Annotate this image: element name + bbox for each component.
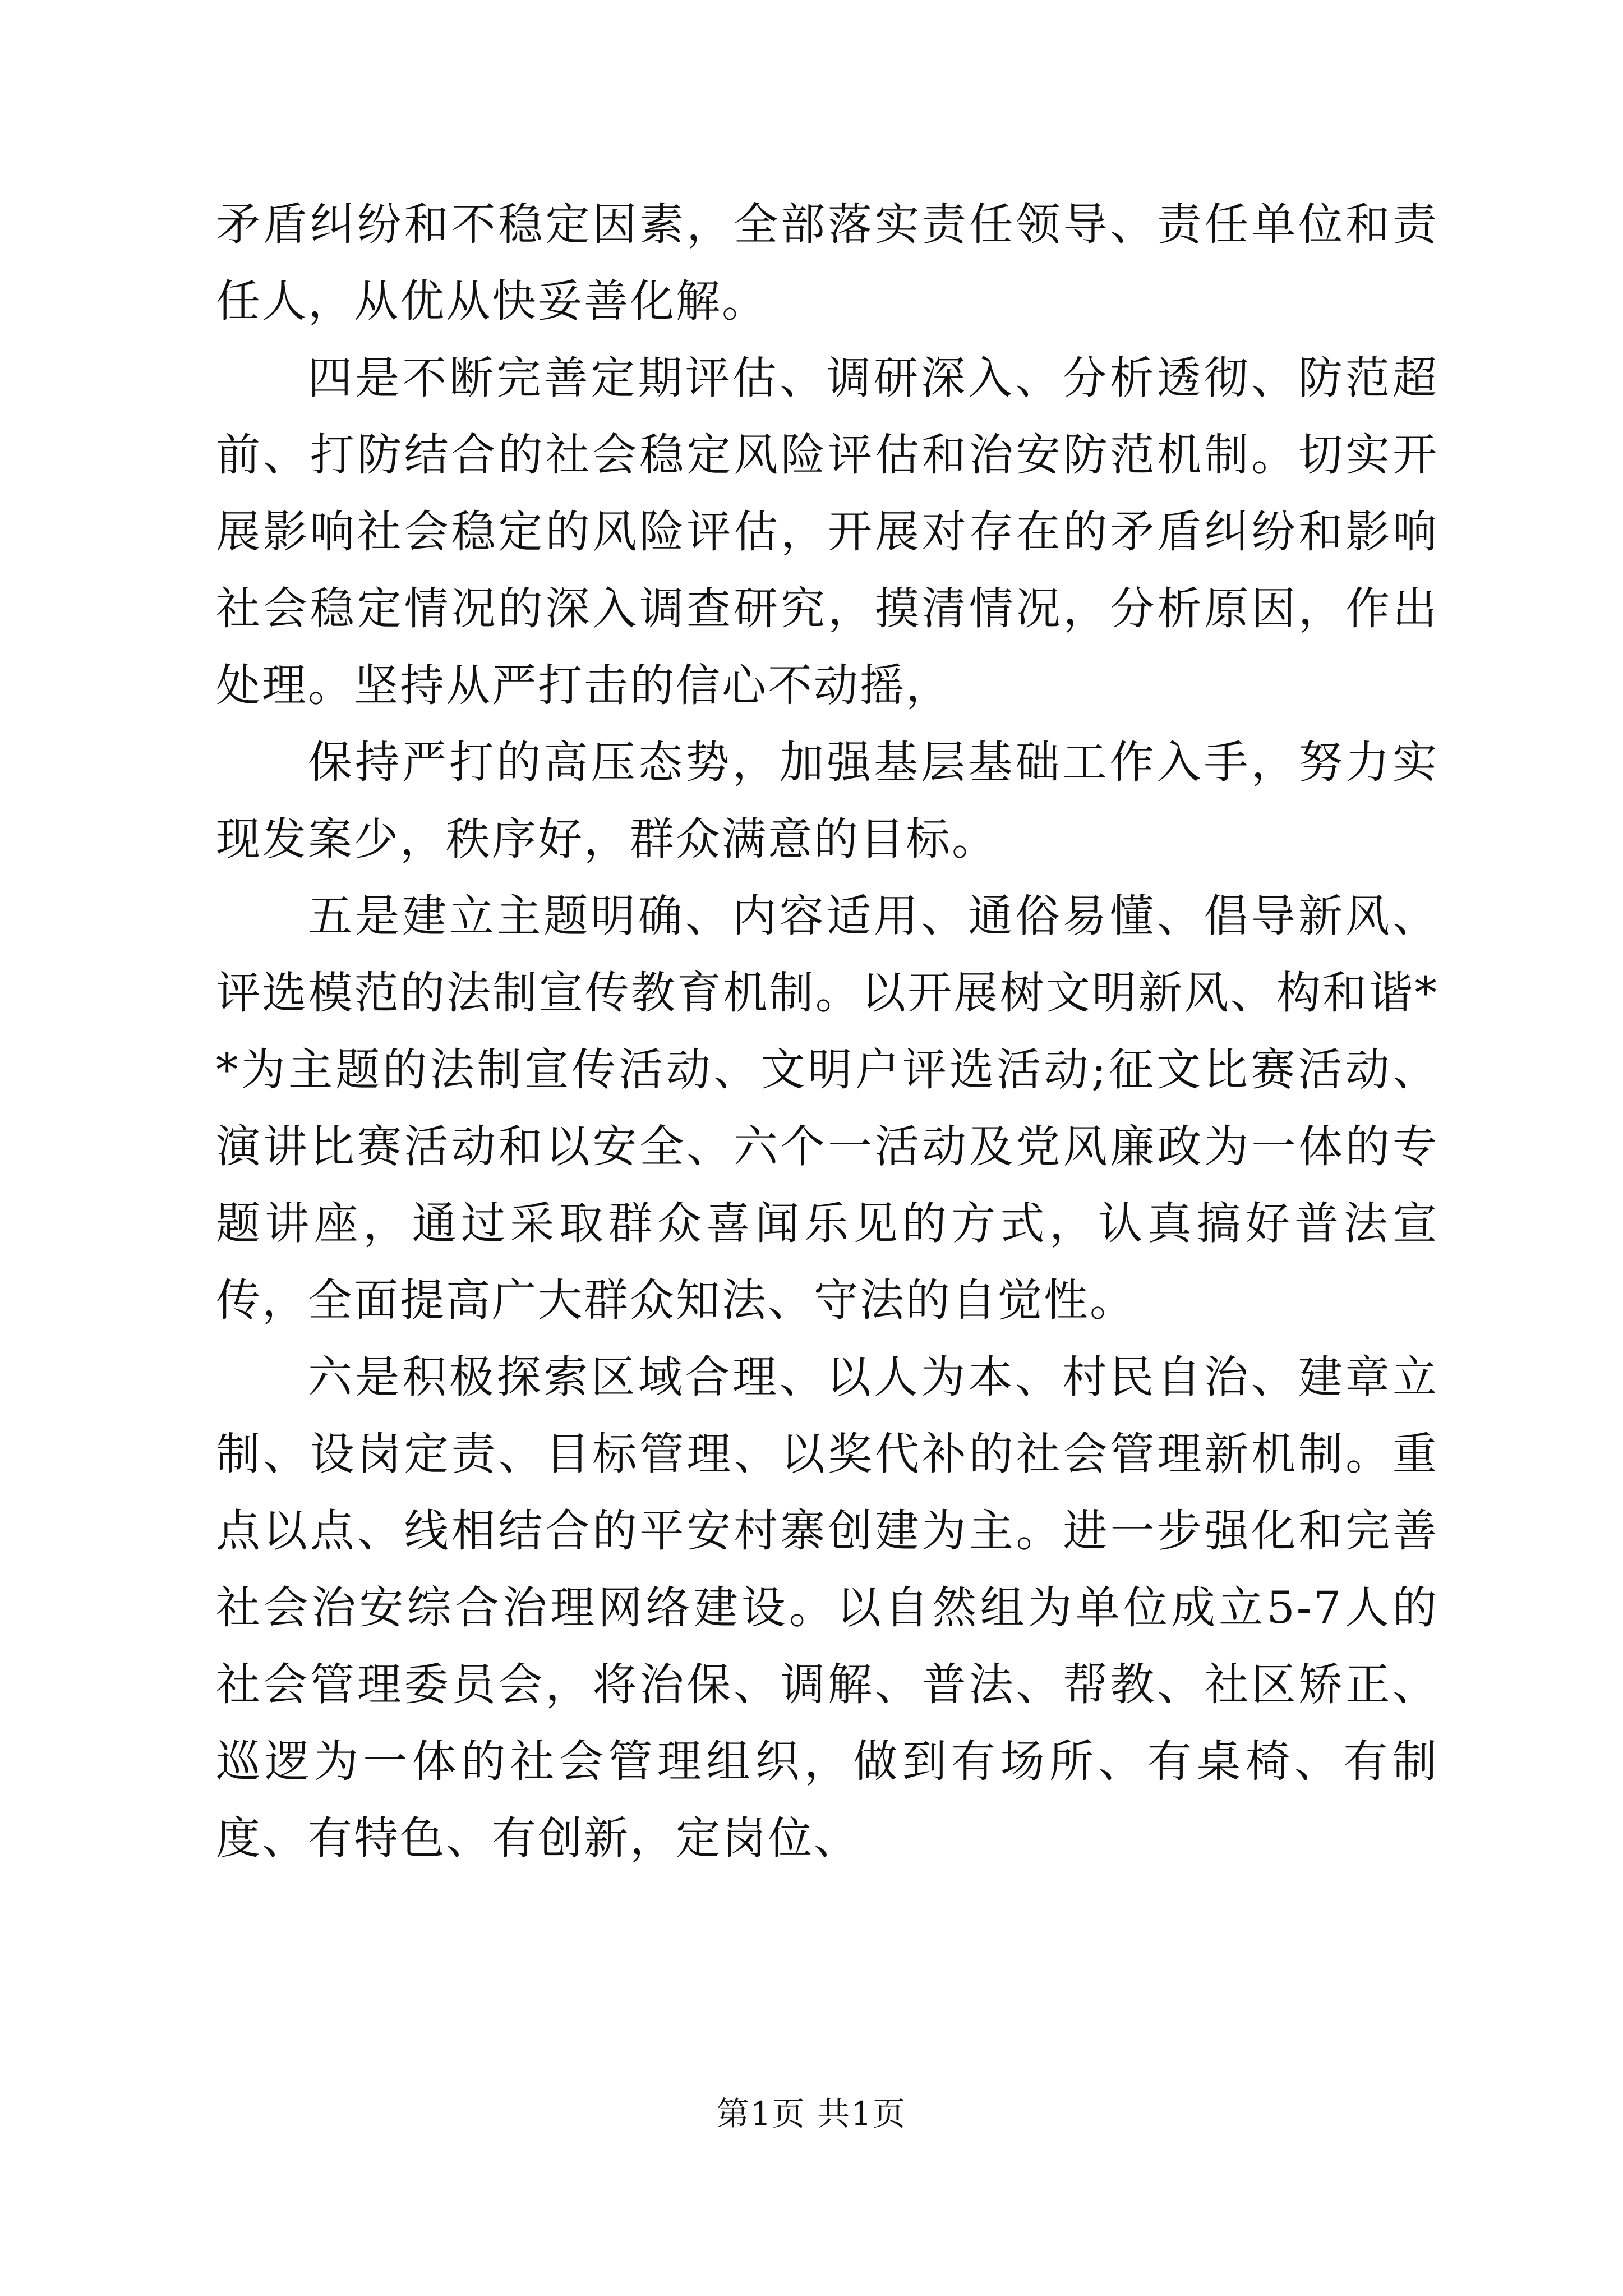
document-body bbox=[216, 186, 1438, 1877]
page-footer: 第1页 共1页 bbox=[716, 2095, 907, 2133]
paragraph-5: 六是积极探索区域合理、以人为本、村民自治、建章立制、设岗定责、目标管理、以奖代补的社会管理新机制。重点以点、线相结合的平安村寨创建为主。进一步强化和完善社会治安综合治理网络建设。以自然组为单位成立5-7人的社会管理委员会，将治保、调解、普法、帮教、社区矫正、巡逻为一体的社会管理组织，做到有场所、有桌椅、有制度、有特色、有创新，定岗位、 bbox=[216, 1351, 1438, 1864]
paragraph-2: 四是不断完善定期评估、调研深入、分析透彻、防范超前、打防结合的社会稳定风险评估和治安防范机制。切实开展影响社会稳定的风险评估，开展对存在的矛盾纠纷和影响社会稳定情况的深入调查研究，摸清情况，分析原因，作出处理。坚持从严打击的信心不动摇， bbox=[216, 352, 1438, 711]
paragraph-1: 矛盾纠纷和不稳定因素，全部落实责任领导、责任单位和责任人，从优从快妥善化解。 bbox=[216, 199, 1438, 327]
paragraph-4: 五是建立主题明确、内容适用、通俗易懂、倡导新风、评选模范的法制宣传教育机制。以开展树文明新风、构和谐**为主题的法制宣传活动、文明户评选活动;征文比赛活动、演讲比赛活动和以安全、六个一活动及党风廉政为一体的专题讲座，通过采取群众喜闻乐见的方式，认真搞好普法宣传，全面提高广大群众知法、守法的自觉性。 bbox=[216, 890, 1438, 1326]
paragraph-3: 保持严打的高压态势，加强基层基础工作入手，努力实现发案少，秩序好，群众满意的目标。 bbox=[216, 737, 1438, 865]
